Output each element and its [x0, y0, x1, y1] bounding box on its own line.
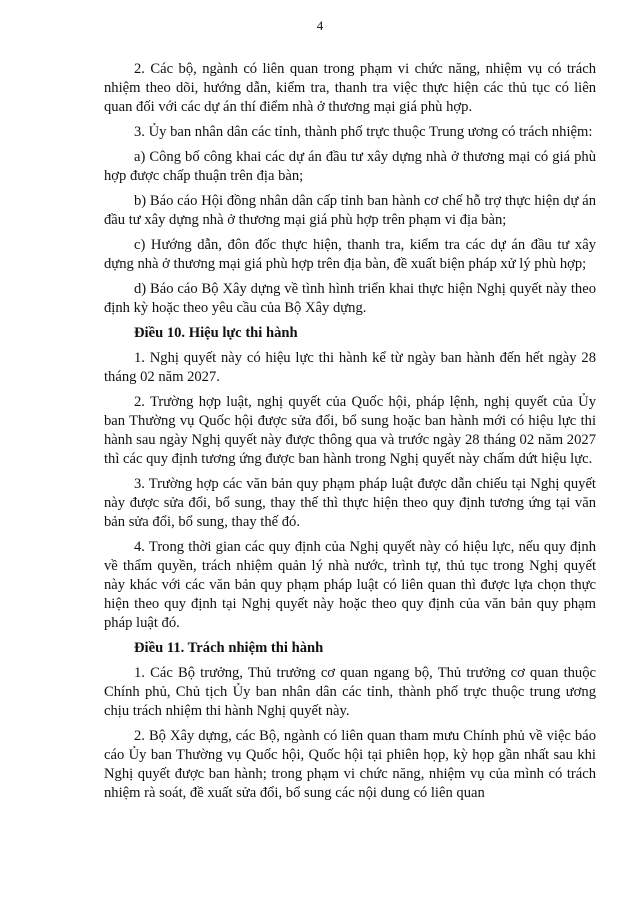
- paragraph: 3. Ủy ban nhân dân các tỉnh, thành phố trực thuộc Trung ương có trách nhiệm:: [134, 124, 593, 140]
- paragraph: 4. Trong thời gian các quy định của Nghị quyết này có hiệu lực, nếu quy định về thẩm quyền, trách nhiệm quản lý nhà nước, trình tự, thủ tục trong Nghị quyết này khác với các văn bản quy phạm pháp luật có liên quan thì được lựa chọn thực hiện theo quy định tại Nghị quyết này hoặc theo quy định của văn bản quy phạm pháp luật đó.: [104, 539, 596, 631]
- page-number: 4: [316, 18, 324, 33]
- paragraph: 2. Các bộ, ngành có liên quan trong phạm vi chức năng, nhiệm vụ có trách nhiệm theo dõi, hướng dẫn, kiểm tra, thanh tra việc thực hiện các thủ tục có liên quan đối với các dự án thí điểm nhà ở thương mại giá phù hợp.: [104, 61, 596, 115]
- paragraph: 1. Nghị quyết này có hiệu lực thi hành kể từ ngày ban hành đến hết ngày 28 tháng 02 năm 2027.: [104, 350, 596, 385]
- paragraph: b) Báo cáo Hội đồng nhân dân cấp tỉnh ban hành cơ chế hỗ trợ thực hiện dự án đầu tư xây dựng nhà ở thương mại giá phù hợp trên phạm vi địa bàn;: [104, 193, 596, 228]
- paragraph: 1. Các Bộ trưởng, Thủ trưởng cơ quan ngang bộ, Thủ trưởng cơ quan thuộc Chính phủ, Chủ tịch Ủy ban nhân dân các tỉnh, thành phố trực thuộc trung ương chịu trách nhiệm thi hành Nghị quyết này.: [104, 665, 596, 719]
- article-heading-10: Điều 10. Hiệu lực thi hành: [134, 325, 298, 341]
- paragraph: 2. Bộ Xây dựng, các Bộ, ngành có liên quan tham mưu Chính phủ về việc báo cáo Ủy ban Thường vụ Quốc hội, Quốc hội tại phiên họp, kỳ họp gần nhất sau khi Nghị quyết được ban hành; trong phạm vi chức năng, nhiệm vụ của mình có trách nhiệm rà soát, đề xuất sửa đổi, bổ sung các nội dung có liên quan: [104, 728, 596, 801]
- paragraph: a) Công bố công khai các dự án đầu tư xây dựng nhà ở thương mại có giá phù hợp được chấp thuận trên địa bàn;: [104, 149, 596, 184]
- paragraph: d) Báo cáo Bộ Xây dựng về tình hình triển khai thực hiện Nghị quyết này theo định kỳ hoặc theo yêu cầu của Bộ Xây dựng.: [104, 281, 596, 316]
- paragraph: 3. Trường hợp các văn bản quy phạm pháp luật được dẫn chiếu tại Nghị quyết này được sửa đổi, bổ sung, thay thế thì thực hiện theo quy định tương ứng tại văn bản sửa đổi, bổ sung, thay thế đó.: [104, 476, 596, 530]
- paragraph: c) Hướng dẫn, đôn đốc thực hiện, thanh tra, kiểm tra các dự án đầu tư xây dựng nhà ở thương mại giá phù hợp trên địa bàn, đề xuất biện pháp xử lý phù hợp;: [104, 237, 596, 272]
- paragraph: 2. Trường hợp luật, nghị quyết của Quốc hội, pháp lệnh, nghị quyết của Ủy ban Thường vụ Quốc hội được sửa đổi, bổ sung hoặc ban hành mới có hiệu lực thi hành sau ngày Nghị quyết này được thông qua và trước ngày 28 tháng 02 năm 2027 thì các quy định tương ứng được ban hành trong Nghị quyết này chấm dứt hiệu lực.: [104, 394, 596, 467]
- document-body: [104, 60, 596, 809]
- article-heading-11: Điều 11. Trách nhiệm thi hành: [134, 640, 324, 656]
